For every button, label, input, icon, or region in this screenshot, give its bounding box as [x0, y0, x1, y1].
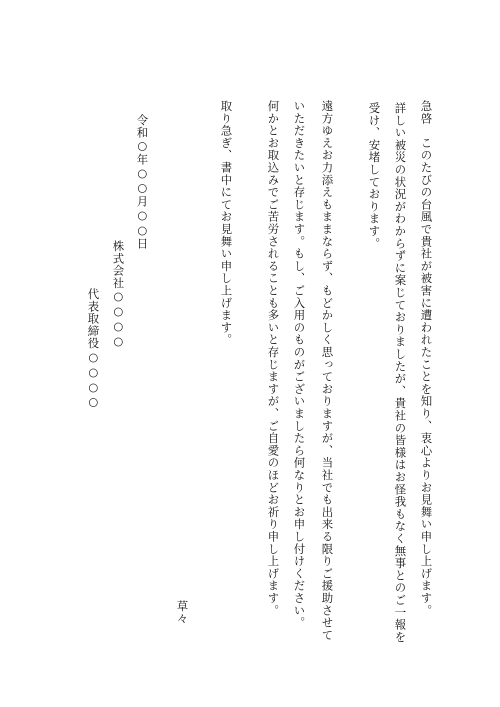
body-line-5: いただきたいと存じます。もし、ご入用のものがございましたら何なりとお申し付けください。 [292, 100, 307, 629]
sender-company: 株式会社○○○○ [111, 240, 126, 349]
body-line-6: 何かとお取込みでご苦労されることも多いと存じますが、ご自愛のほどお祈り申し上げます。 [266, 100, 281, 617]
body-line-1: 急啓 このたびの台風で貴社が被害に遭われたことを知り、衷心よりお見舞い申し上げます。 [419, 100, 434, 617]
closing-phrase: 草々 [175, 600, 190, 625]
body-line-3: 受け、安堵しております。 [367, 102, 382, 250]
letter-date: 令和○年○○月○○日 [135, 114, 150, 250]
body-line-4: 遠方ゆえお力添えもままならず、もどかしく思っておりますが、当社でも出来る限りご援助させて [320, 100, 335, 642]
body-line-2: 詳しい被災の状況がわからずに案じておりましたが、貴社の皆様はお怪我もなく無事とのご一報を [393, 102, 408, 644]
sender-name: ○○○○ [86, 350, 101, 410]
sender-title: 代表取締役 [86, 288, 101, 350]
body-line-7: 取り急ぎ、書中にてお見舞い申し上げます。 [219, 100, 234, 346]
